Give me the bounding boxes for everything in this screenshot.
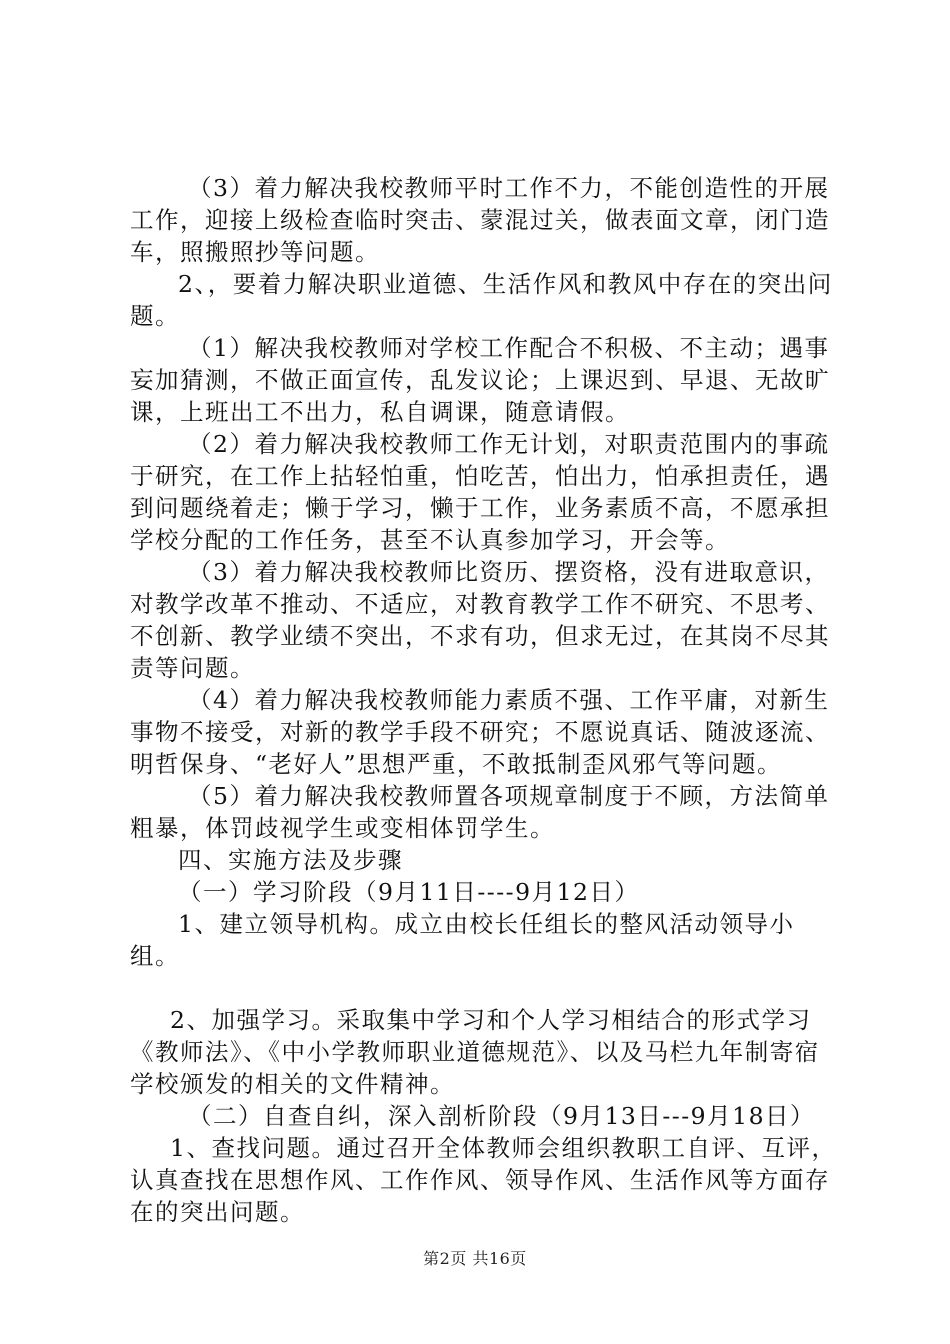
section-heading: 四、实施方法及步骤 (178, 846, 403, 874)
paragraph: 2、，要着力解决职业道德、生活作风和教风中存在的突出问题。 (130, 270, 833, 330)
paragraph: （4）着力解决我校教师能力素质不强、工作平庸，对新生事物不接受，对新的教学手段不研究；不愿说真话、随波逐流、明哲保身、“老好人”思想严重，不敢抵制歪风邪气等问题。 (130, 686, 830, 778)
subsection-heading: （一）学习阶段（9月11日----9月12日） (178, 878, 640, 906)
paragraph: （5）着力解决我校教师置各项规章制度于不顾，方法简单粗暴，体罚歧视学生或变相体罚学生。 (130, 782, 830, 842)
subsection-heading: （二）自查自纠，深入剖析阶段（9月13日---9月18日） (188, 1102, 816, 1130)
paragraph: （2）着力解决我校教师工作无计划，对职责范围内的事疏于研究，在工作上拈轻怕重，怕吃苦，怕出力，怕承担责任，遇到问题绕着走；懒于学习，懒于工作，业务素质不高，不愿承担学校分配的工作任务，甚至不认真参加学习，开会等。 (130, 430, 830, 554)
paragraph: （1）解决我校教师对学校工作配合不积极、不主动；遇事妄加猜测，不做正面宣传，乱发议论；上课迟到、早退、无故旷课，上班出工不出力，私自调课，随意请假。 (130, 334, 830, 426)
page-footer: 第2页 共16页 (423, 1249, 527, 1268)
blank-line (130, 972, 840, 1004)
paragraph: 1、建立领导机构。成立由校长任组长的整风活动领导小组。 (130, 910, 795, 970)
body-text (130, 172, 840, 1228)
paragraph: 1、查找问题。通过召开全体教师会组织教职工自评、互评，认真查找在思想作风、工作作风、领导作风、生活作风等方面存在的突出问题。 (130, 1134, 837, 1226)
paragraph: （3）着力解决我校教师比资历、摆资格，没有进取意识，对教学改革不推动、不适应，对教育教学工作不研究、不思考、不创新、教学业绩不突出，不求有功，但求无过，在其岗不尽其责等问题。 (130, 558, 830, 682)
paragraph: 2、加强学习。采取集中学习和个人学习相结合的形式学习《教师法》、《中小学教师职业道德规范》、以及马栏九年制寄宿学校颁发的相关的文件精神。 (130, 1006, 820, 1098)
paragraph: （3）着力解决我校教师平时工作不力，不能创造性的开展工作，迎接上级检查临时突击、蒙混过关，做表面文章，闭门造车，照搬照抄等问题。 (130, 174, 830, 266)
